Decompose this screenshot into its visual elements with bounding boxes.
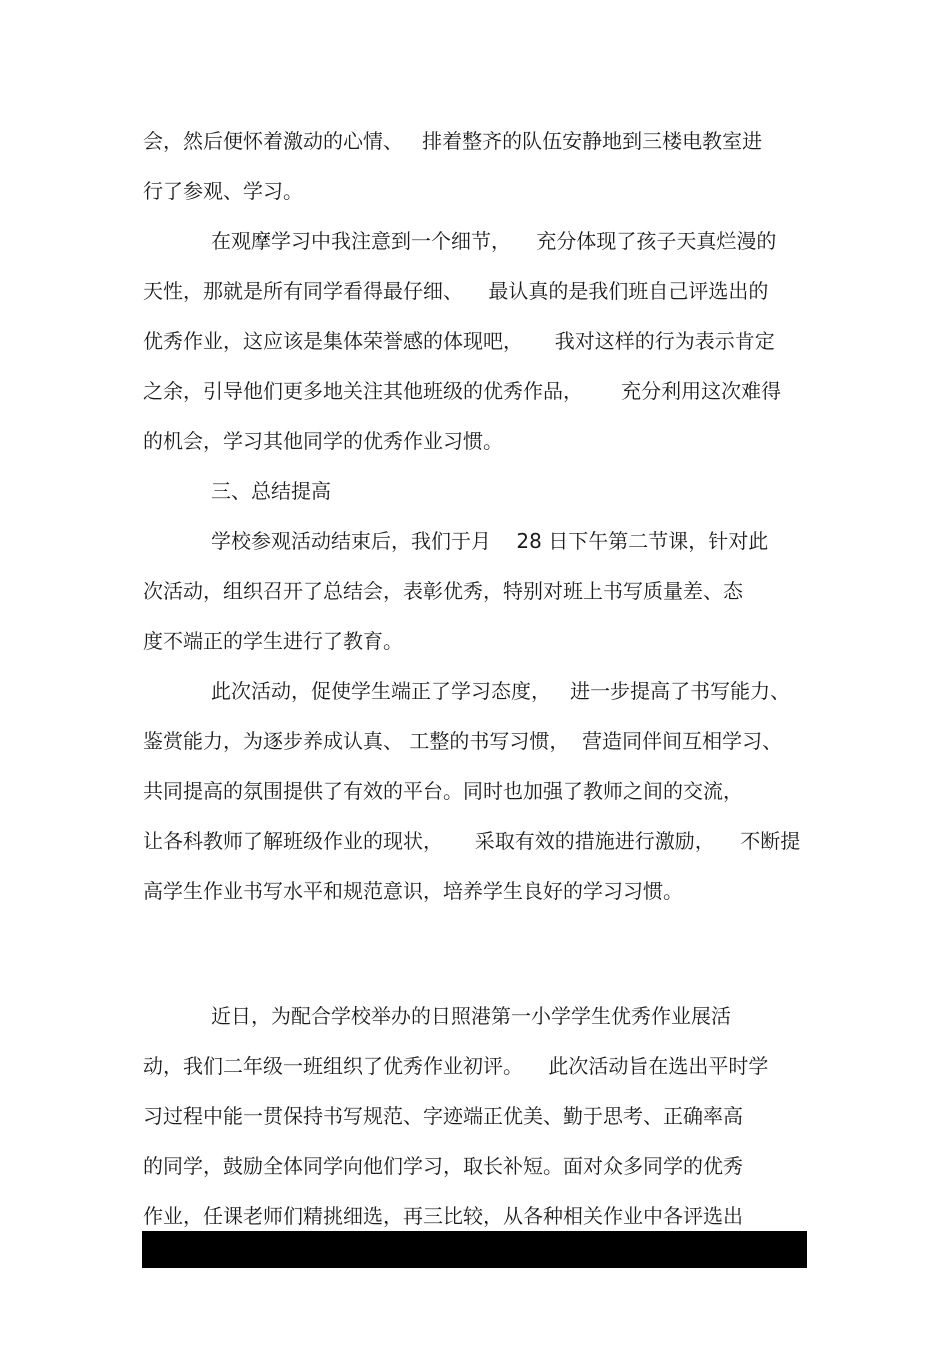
text-line: 在观摩学习中我注意到一个细节， 充分体现了孩子天真烂漫的 (211, 229, 777, 253)
text-line: 共同提高的氛围提供了有效的平台。同时也加强了教师之间的交流， (143, 779, 743, 803)
text-line: 天性，那就是所有同学看得最仔细、 最认真的是我们班自己评选出的 (143, 279, 769, 303)
text-line: 学校参观活动结束后，我们于月 28 日下午第二节课，针对此 (211, 529, 769, 553)
text-line: 行了参观、学习。 (143, 179, 303, 203)
redaction-bar (142, 1231, 807, 1268)
text-line: 会，然后便怀着激动的心情、 排着整齐的队伍安静地到三楼电教室进 (143, 129, 763, 153)
text-line: 度不端正的学生进行了教育。 (143, 629, 403, 653)
text-line: 让各科教师了解班级作业的现状， 采取有效的措施进行激励， 不断提 (143, 829, 801, 853)
text-line: 优秀作业，这应该是集体荣誉感的体现吧， 我对这样的行为表示肯定 (143, 329, 775, 353)
text-line: 习过程中能一贯保持书写规范、字迹端正优美、勤于思考、正确率高 (143, 1104, 743, 1128)
text-line: 的同学，鼓励全体同学向他们学习，取长补短。面对众多同学的优秀 (143, 1154, 743, 1178)
text-line: 此次活动，促使学生端正了学习态度， 进一步提高了书写能力、 (211, 679, 791, 703)
text-line: 高学生作业书写水平和规范意识，培养学生良好的学习习惯。 (143, 879, 683, 903)
text-line: 动，我们二年级一班组织了优秀作业初评。 此次活动旨在选出平时学 (143, 1054, 769, 1078)
section-heading: 三、总结提高 (211, 479, 331, 503)
text-line: 近日，为配合学校举办的日照港第一小学学生优秀作业展活 (211, 1004, 731, 1028)
text-line: 的机会，学习其他同学的优秀作业习惯。 (143, 429, 503, 453)
text-line: 之余，引导他们更多地关注其他班级的优秀作品， 充分利用这次难得 (143, 379, 782, 403)
text-line: 作业，任课老师们精挑细选，再三比较，从各种相关作业中各评选出 (143, 1204, 743, 1228)
text-line: 鉴赏能力，为逐步养成认真、 工整的书写习惯， 营造同伴间互相学习、 (143, 729, 783, 753)
text-line: 次活动，组织召开了总结会，表彰优秀，特别对班上书写质量差、态 (143, 579, 743, 603)
